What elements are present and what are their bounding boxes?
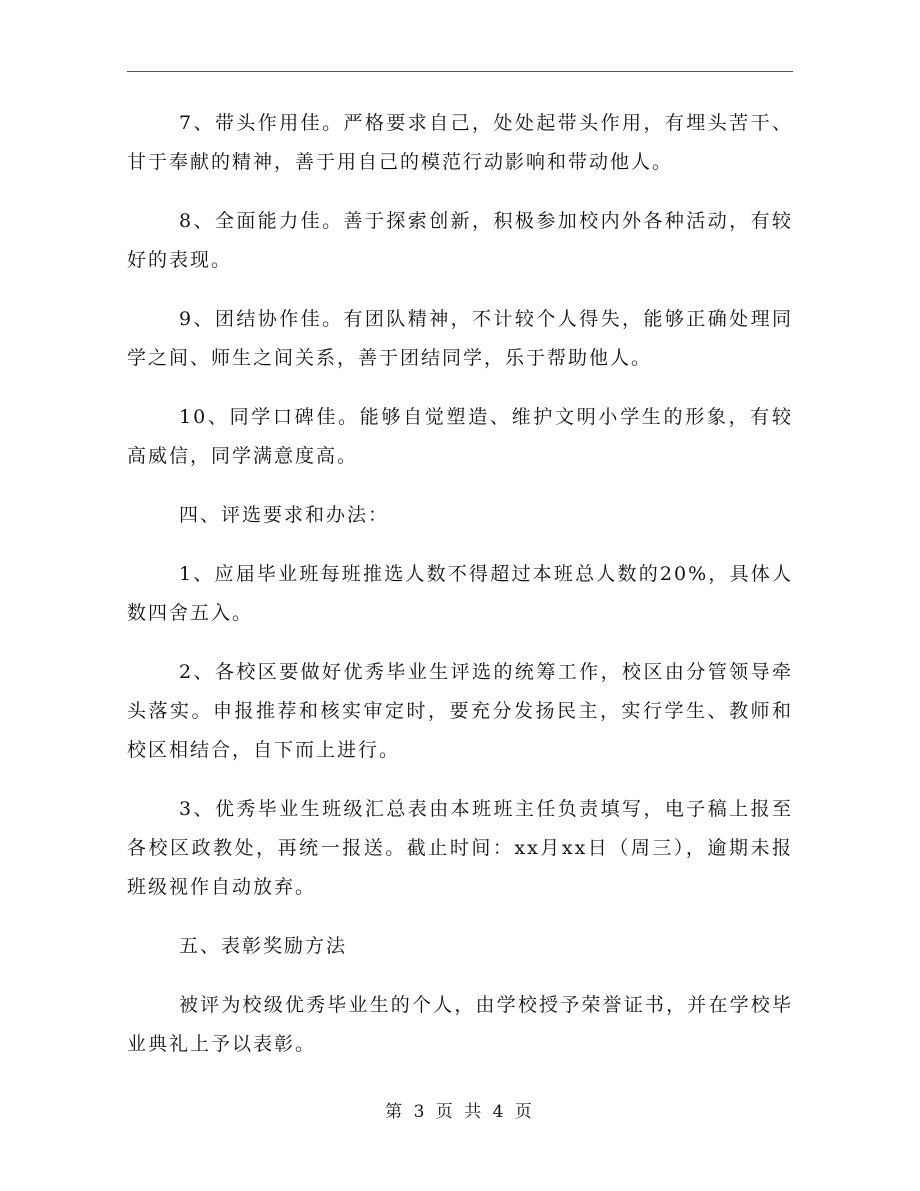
paragraph-award: 被评为校级优秀毕业生的个人，由学校授予荣誉证书，并在学校毕业典礼上予以表彰。	[127, 994, 793, 1055]
paragraph-criterion-8: 8、全面能力佳。善于探索创新，积极参加校内外各种活动，有较好的表现。	[127, 210, 793, 271]
paragraph-requirement-2: 2、各校区要做好优秀毕业生评选的统筹工作，校区由分管领导牵头落实。申报推荐和核实审定时，要充分发扬民主，实行学生、教师和校区相结合，自下而上进行。	[127, 661, 793, 761]
paragraph-criterion-7: 7、带头作用佳。严格要求自己，处处起带头作用，有埋头苦干、甘于奉献的精神，善于用自己的模范行动影响和带动他人。	[127, 112, 793, 173]
paragraph-requirement-1: 1、应届毕业班每班推选人数不得超过本班总人数的20%，具体人数四舍五入。	[127, 563, 793, 624]
paragraph-criterion-9: 9、团结协作佳。有团队精神，不计较个人得失，能够正确处理同学之间、师生之间关系，善于团结同学，乐于帮助他人。	[127, 308, 793, 369]
paragraph-requirement-3: 3、优秀毕业生班级汇总表由本班班主任负责填写，电子稿上报至各校区政教处，再统一报送。截止时间：xx月xx日（周三），逾期未报班级视作自动放弃。	[127, 798, 793, 898]
header-rule	[127, 71, 793, 72]
section-heading-4: 四、评选要求和办法：	[179, 504, 390, 526]
paragraph-criterion-10: 10、同学口碑佳。能够自觉塑造、维护文明小学生的形象，有较高威信，同学满意度高。	[127, 406, 793, 467]
section-heading-5: 五、表彰奖励方法	[179, 935, 348, 957]
page-number: 第 3 页 共 4 页	[385, 1102, 535, 1122]
document-body	[127, 104, 793, 1084]
